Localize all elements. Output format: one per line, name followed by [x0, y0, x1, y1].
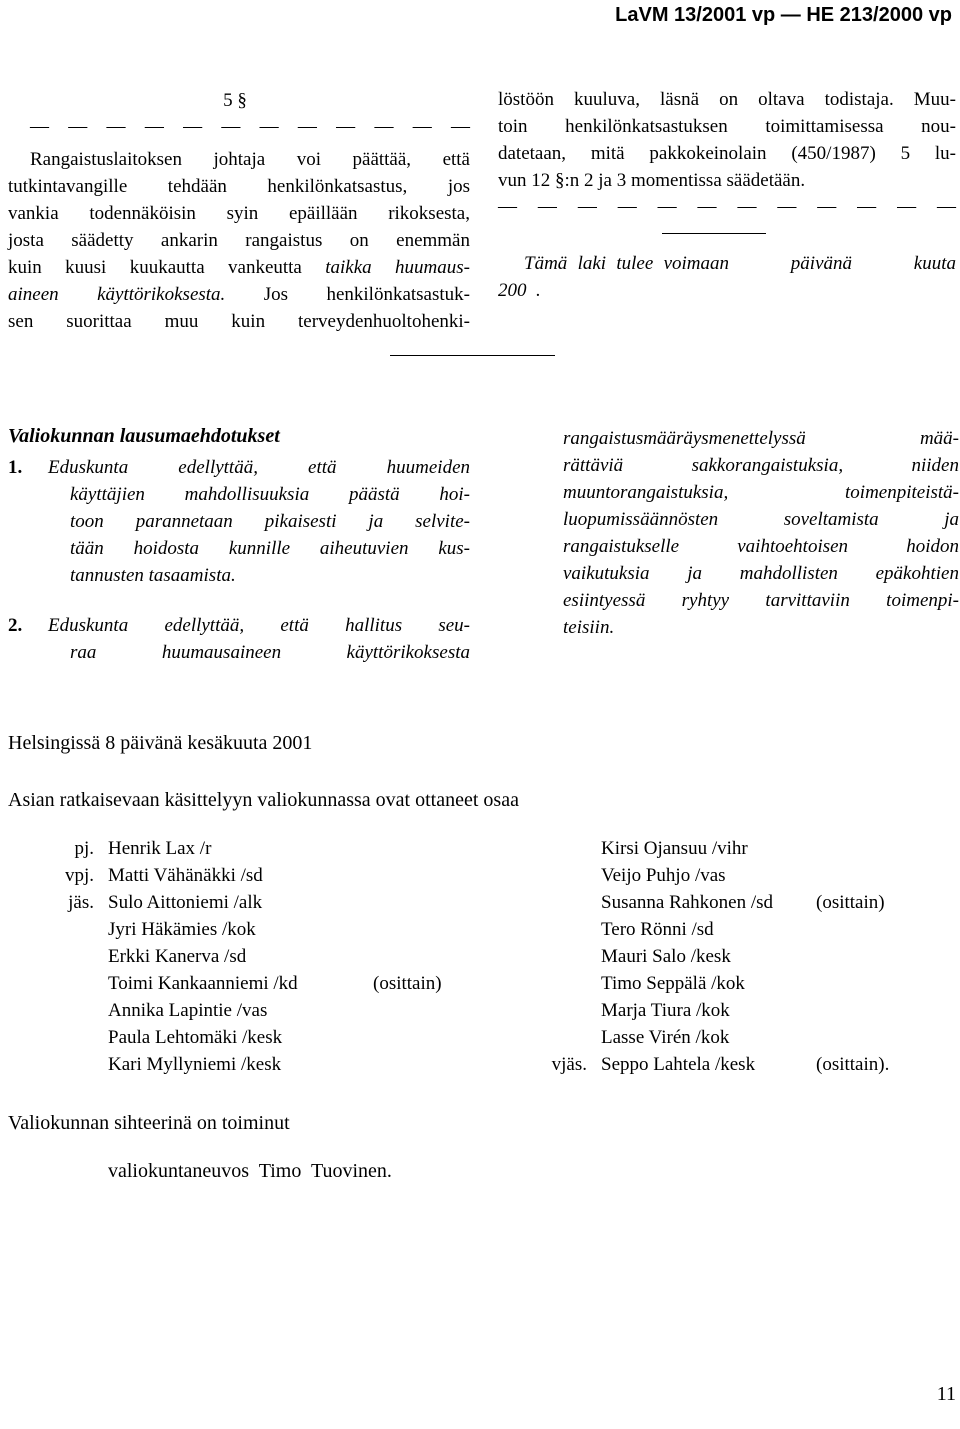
statement-line: rättäviä sakkorangaistuksia, niiden — [563, 455, 959, 476]
statement-line: tään hoidosta kunnille aiheutuvien kus- — [70, 538, 470, 559]
statement-item-2-continued — [563, 425, 959, 641]
member-note: (osittain). — [816, 1054, 890, 1075]
member-name: Tero Rönni /sd — [601, 919, 714, 940]
members-right — [530, 835, 889, 1078]
law-line: kuin kuusi kuukautta vankeutta taikka huumaus- — [8, 257, 470, 278]
member-name: Henrik Lax /r — [108, 838, 212, 859]
member-note: (osittain) — [373, 973, 442, 994]
omission-dashes-right: — — — — — — — — — — — — — [498, 196, 956, 217]
law-line: josta säädetty ankarin rangaistus on enemmän — [8, 230, 470, 251]
member-row — [40, 1051, 442, 1078]
law-line: löstöön kuuluva, läsnä on oltava todistaja. Muu- — [498, 89, 956, 110]
member-name: Seppo Lahtela /kesk — [601, 1054, 756, 1075]
member-role — [530, 943, 601, 970]
member-name: Susanna Rahkonen /sd — [601, 892, 774, 913]
member-row — [530, 997, 889, 1024]
member-role — [40, 916, 108, 943]
statement-item-1 — [8, 454, 470, 589]
statement-line: vaikutuksia ja mahdollisten epäkohtien — [563, 563, 959, 584]
member-note — [816, 916, 889, 943]
member-row — [530, 943, 889, 970]
statement-line: käyttäjien mahdollisuuksia päästä hoi- — [70, 484, 470, 505]
member-name: Marja Tiura /kok — [601, 1000, 730, 1021]
enactment-clause — [498, 250, 956, 304]
law-line: vankia todennäköisin syin epäillään rikoksesta, — [8, 203, 470, 224]
member-row — [40, 862, 442, 889]
member-row — [530, 835, 889, 862]
member-role — [530, 997, 601, 1024]
member-name: Toimi Kankaanniemi /kd — [108, 973, 298, 994]
page-number: 11 — [936, 1383, 956, 1405]
law-line: vun 12 §:n 2 ja 3 momentissa säädetään. — [498, 170, 806, 191]
member-role — [40, 1051, 108, 1078]
member-role: vpj. — [64, 865, 94, 886]
member-note — [816, 1024, 889, 1051]
statement-line: raa huumausaineen käyttörikoksesta — [70, 642, 470, 663]
enactment-line: Tämä laki tulee voimaan päivänä kuuta — [524, 253, 956, 274]
law-line: tutkintavangille tehdään henkilönkatsastus, jos — [8, 176, 470, 197]
member-name: Sulo Aittoniemi /alk — [108, 892, 263, 913]
member-name: Veijo Puhjo /vas — [601, 865, 726, 886]
member-role — [40, 970, 108, 997]
member-note — [816, 970, 889, 997]
member-name: Lasse Virén /kok — [601, 1027, 730, 1048]
law-line: aineen käyttörikoksesta. Jos henkilönkatsastuk- — [8, 284, 470, 305]
law-line: toin henkilönkatsastuksen toimittamisessa nou- — [498, 116, 956, 137]
member-note: (osittain) — [816, 892, 885, 913]
member-note — [373, 916, 442, 943]
statement-item-2 — [8, 612, 470, 666]
member-note — [373, 1024, 442, 1051]
short-rule — [662, 233, 766, 234]
member-note — [373, 943, 442, 970]
member-role — [530, 835, 601, 862]
member-note — [816, 862, 889, 889]
member-role — [530, 970, 601, 997]
member-role — [40, 997, 108, 1024]
member-role — [530, 889, 601, 916]
statement-line: luopumissäännösten soveltamista ja — [563, 509, 959, 530]
member-name: Kari Myllyniemi /kesk — [108, 1054, 282, 1075]
member-note — [816, 835, 889, 862]
member-name: Paula Lehtomäki /kesk — [108, 1027, 283, 1048]
members-left — [40, 835, 442, 1078]
place-date: Helsingissä 8 päivänä kesäkuuta 2001 — [8, 732, 313, 754]
section-heading: 5 § — [223, 90, 247, 111]
member-note — [373, 835, 442, 862]
page-header: LaVM 13/2001 vp — HE 213/2000 vp — [615, 4, 952, 26]
statement-line: rangaistukselle vaihtoehtoisen hoidon — [563, 536, 959, 557]
member-row — [40, 997, 442, 1024]
member-name: Annika Lapintie /vas — [108, 1000, 268, 1021]
member-name: Jyri Häkämies /kok — [108, 919, 256, 940]
law-line: datetaan, mitä pakkokeinolain (450/1987) 5 lu- — [498, 143, 956, 164]
member-role — [530, 916, 601, 943]
statement-line: 2. Eduskunta edellyttää, että hallitus seu- — [8, 615, 470, 636]
statement-line: esiintyessä ryhtyy tarvittaviin toimenpi- — [563, 590, 959, 611]
member-row — [40, 916, 442, 943]
participants-intro: Asian ratkaisevaan käsittelyyn valiokunnassa ovat ottaneet osaa — [8, 789, 519, 811]
member-note — [373, 997, 442, 1024]
omission-dashes: — — — — — — — — — — — — — [30, 116, 470, 137]
member-role — [40, 1024, 108, 1051]
member-role — [530, 1024, 601, 1051]
law-text-right — [498, 86, 956, 194]
member-row — [40, 835, 442, 862]
member-name: Mauri Salo /kesk — [601, 946, 731, 967]
member-note — [373, 862, 442, 889]
member-row — [40, 943, 442, 970]
member-role — [530, 862, 601, 889]
member-row — [40, 889, 442, 916]
member-role: vjäs. — [551, 1054, 587, 1075]
member-row — [530, 889, 889, 916]
member-row — [530, 1051, 889, 1078]
member-row — [40, 1024, 442, 1051]
statement-line: toon parannetaan pikaisesti ja selvite- — [70, 511, 470, 532]
member-note — [816, 943, 889, 970]
member-row — [530, 1024, 889, 1051]
law-line: Rangaistuslaitoksen johtaja voi päättää, että — [30, 149, 470, 170]
member-role: jäs. — [68, 892, 94, 913]
member-role — [40, 943, 108, 970]
member-name: Matti Vähänäkki /sd — [108, 865, 263, 886]
member-role: pj. — [74, 838, 94, 859]
member-row — [530, 862, 889, 889]
statement-line: teisiin. — [563, 617, 615, 638]
member-name: Erkki Kanerva /sd — [108, 946, 247, 967]
center-rule — [390, 355, 555, 356]
secretary-name: valiokuntaneuvos Timo Tuovinen. — [108, 1160, 392, 1182]
statement-line: tannusten tasaamista. — [70, 565, 236, 586]
member-note — [816, 997, 889, 1024]
member-name: Kirsi Ojansuu /vihr — [601, 838, 748, 859]
member-row — [40, 970, 442, 997]
enactment-line: 200 . — [498, 280, 541, 301]
member-note — [373, 889, 442, 916]
member-note — [373, 1051, 442, 1078]
member-name: Timo Seppälä /kok — [601, 973, 745, 994]
member-row — [530, 970, 889, 997]
member-row — [530, 916, 889, 943]
secretary-intro: Valiokunnan sihteerinä on toiminut — [8, 1112, 290, 1134]
statements-heading: Valiokunnan lausumaehdotukset — [8, 425, 280, 447]
statement-line: rangaistusmääräysmenettelyssä mää- — [563, 428, 959, 449]
law-line: sen suorittaa muu kuin terveydenhuoltohenki- — [8, 311, 470, 332]
statement-line: muuntorangaistuksia, toimenpiteistä- — [563, 482, 959, 503]
statement-line: 1. Eduskunta edellyttää, että huumeiden — [8, 457, 470, 478]
law-text-left — [8, 146, 470, 335]
